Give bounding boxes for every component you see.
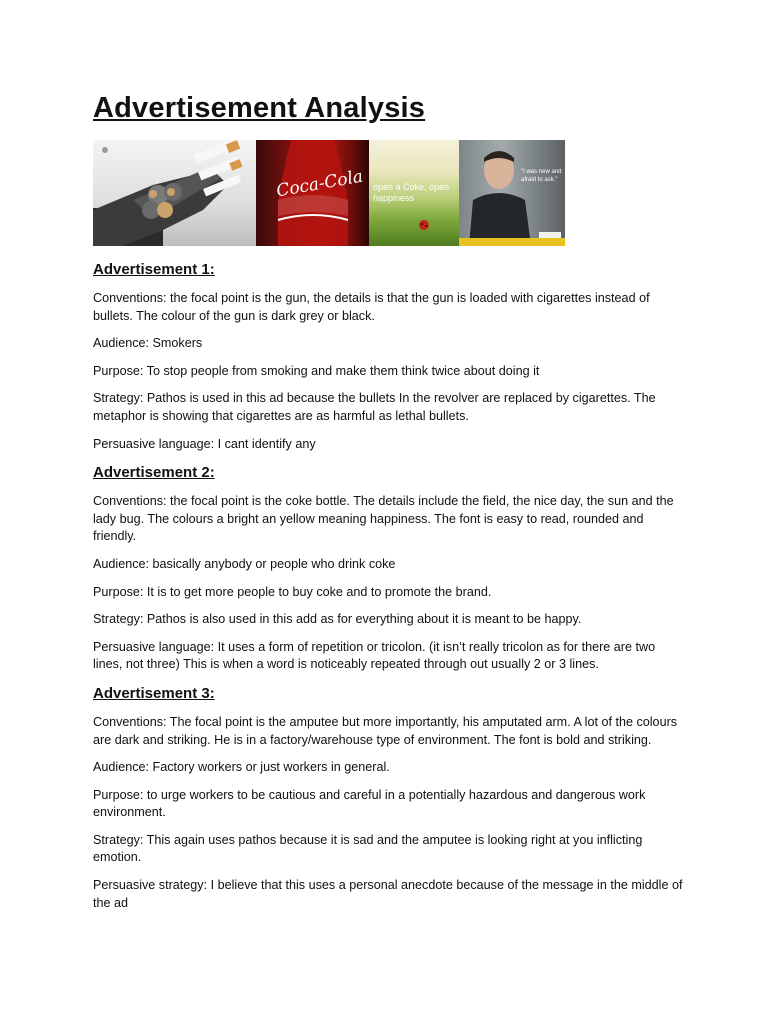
conventions-paragraph: Conventions: The focal point is the amputee but more importantly, his amputated arm. A lot of the colours are dark and striking. He is in a factory/warehouse type of environment. The font is bold and striking. <box>93 714 678 747</box>
ad-section-1 <box>93 260 683 453</box>
purpose-paragraph: Purpose: It is to get more people to buy coke and to promote the brand. <box>93 584 492 599</box>
purpose-paragraph: Purpose: to urge workers to be cautious and careful in a potentially hazardous and dangerous work environment. <box>93 787 646 820</box>
coke-field-ad-image <box>369 140 459 246</box>
strategy-paragraph: Strategy: Pathos is used in this ad because the bullets In the revolver are replaced by cigarettes. The metaphor is showing that cigarettes are as harmful as lethal bullets. <box>93 391 656 423</box>
coke-slogan: open a Coke, open happiness <box>373 182 450 203</box>
section-heading: Advertisement 3: <box>93 684 215 702</box>
gun-cigarette-ad-image <box>93 140 256 246</box>
page-title: Advertisement Analysis <box>93 92 426 124</box>
audience-paragraph: Audience: basically anybody or people who drink coke <box>93 556 396 571</box>
document-page <box>93 88 683 922</box>
strategy-paragraph: Strategy: Pathos is also used in this add as for everything about it is meant to be happy. <box>93 612 582 627</box>
persuasive-paragraph: Persuasive strategy: I believe that this uses a personal anecdote because of the message in the middle of the ad <box>93 878 683 910</box>
conventions-paragraph: Conventions: the focal point is the coke bottle. The details include the field, the nice day, the sun and the lady bug. The colours a bright an yellow meaning happiness. The font is easy to read, rounded and friendly. <box>93 494 674 544</box>
persuasive-paragraph: Persuasive language: I cant identify any <box>93 436 316 451</box>
ad-section-3 <box>93 684 683 912</box>
ad-image-strip <box>93 140 565 246</box>
purpose-paragraph: Purpose: To stop people from smoking and make them think twice about doing it <box>93 363 540 378</box>
strategy-paragraph: Strategy: This again uses pathos because it is sad and the amputee is looking right at you inflicting emotion. <box>93 832 643 865</box>
section-heading: Advertisement 2: <box>93 464 215 482</box>
coke-bottle-ad-image <box>256 140 369 246</box>
section-heading: Advertisement 1: <box>93 261 215 278</box>
worker-ad-caption: "I was new and afraid to ask." <box>521 169 562 183</box>
amputee-worker-ad-image <box>459 140 565 246</box>
conventions-paragraph: Conventions: the focal point is the gun, the details is that the gun is loaded with cigarettes instead of bullets. The colour of the gun is dark grey or black. <box>93 291 650 323</box>
audience-paragraph: Audience: Factory workers or just workers in general. <box>93 760 390 775</box>
persuasive-paragraph: Persuasive language: It uses a form of repetition or tricolon. (it isn’t really tricolon as for there are two lines, not three) This is when a word is noticeably repeated through out usually 2 or 3 lines. <box>93 639 656 672</box>
audience-paragraph: Audience: Smokers <box>93 336 203 351</box>
revolver-illustration <box>93 140 256 246</box>
ad-section-2 <box>93 463 683 674</box>
coca-cola-logo: Coca-Cola <box>274 166 365 202</box>
